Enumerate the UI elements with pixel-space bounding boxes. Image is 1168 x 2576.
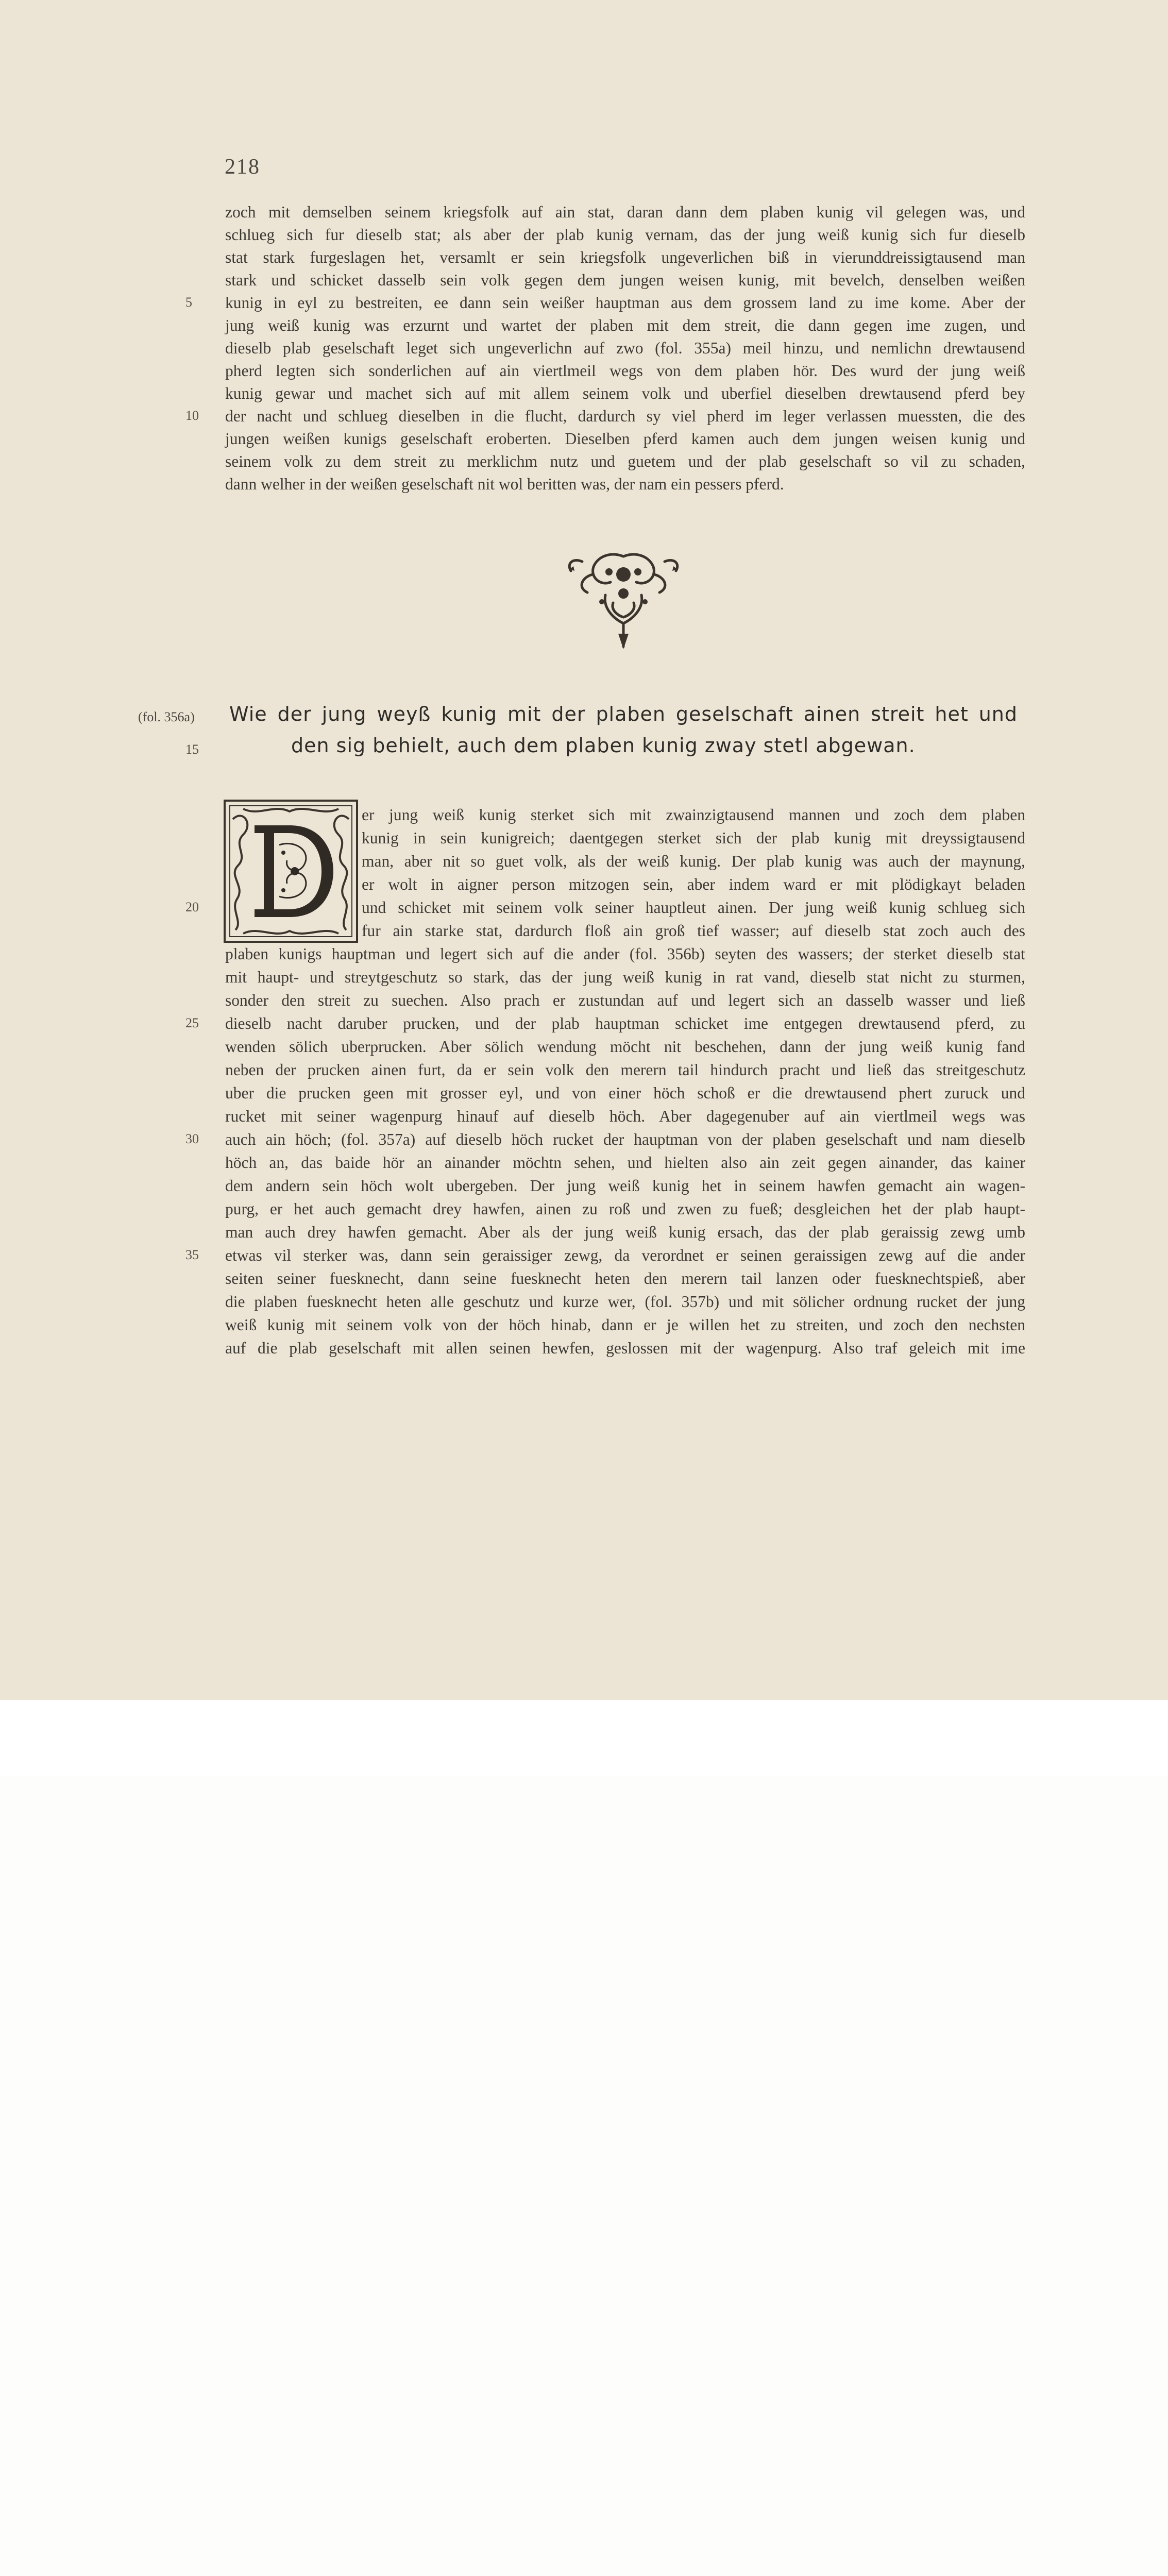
- text-line: weiß kunig mit seinem volk von der höch hinab, dann er je willen het zu streiten, und zoch den nechsten: [225, 1316, 1025, 1334]
- text-line: plaben kunigs hauptman und legert sich auf die ander (fol. 356b) seyten des wassers; der sterket dieselb stat: [225, 945, 1025, 963]
- text-line: seiten seiner fuesknecht, dann seine fuesknecht heten den merern tail lanzen oder fuesknechtspieß, aber: [225, 1269, 1025, 1287]
- text-line: dann welher in der weißen geselschaft nit wol beritten was, der nam ein pessers pferd.: [225, 475, 784, 493]
- line-number: 20: [185, 900, 199, 914]
- line-number: 30: [185, 1131, 199, 1146]
- text-line: mit haupt- und streytgeschutz so stark, das der jung weiß kunig in rat vand, dieselb stat nicht zu sturmen,: [225, 968, 1025, 986]
- line-number: 25: [185, 1015, 199, 1030]
- text-line: sonder den streit zu suechen. Also prach er zustundan auf und legert sich an dasselb wasser und ließ: [225, 991, 1025, 1009]
- text-line: wenden sölich uberprucken. Aber sölich wendung möcht nit beschehen, dann der jung weiß kunig fand: [225, 1038, 1025, 1056]
- text-line: er wolt in aigner person mitzogen sein, aber indem ward er mit plödigkayt beladen: [362, 875, 1025, 893]
- text-line: seinem volk zu dem streit zu merklichm nutz und guetem und der plab geselschaft so vil zu schaden,: [225, 452, 1025, 470]
- text-line: stark und schicket dasselb sein volk gegen dem jungen weisen kunig, mit bevelch, denselben weißen: [225, 271, 1025, 289]
- line-number: 5: [185, 295, 192, 310]
- text-line: stat stark furgeslagen het, versamlt er sein kriegsfolk ungeverlichen biß in vierunddreissigtausend man: [225, 248, 1025, 266]
- page-number: 218: [225, 155, 260, 179]
- text-line: dieselb plab geselschaft leget sich ungeverlichn auf zwo (fol. 355a) meil hinzu, und nemlichn drewtausend: [225, 339, 1025, 357]
- text-line: fur ain starke stat, dardurch floß ain groß tief wasser; auf dieselb stat zoch auch des: [362, 922, 1025, 940]
- ornament-vignette: [562, 546, 685, 652]
- text-line: pherd legten sich sonderlichen auf ain viertlmeil wegs von dem plaben hör. Des wurd der jung weiß: [225, 362, 1025, 380]
- text-line: auch ain höch; (fol. 357a) auf dieselb höch rucket der hauptman von der plaben geselschaft und nam dieselb: [225, 1130, 1025, 1148]
- chapter-heading-line1: Wie der jung weyß kunig mit der plaben geselschaft ainen streit het und: [229, 703, 1018, 725]
- text-line: höch an, das baide hör an ainander möchtn sehen, und hielten also ain zeit gegen ainander, das kainer: [225, 1154, 1025, 1172]
- line-number: 10: [185, 408, 199, 423]
- text-line: neben der prucken ainen furt, da er sein volk den merern tail hindurch pracht und ließ das streitgeschutz: [225, 1061, 1025, 1079]
- digitization-footer: [0, 1700, 1168, 1775]
- text-line: die plaben fuesknecht heten alle geschutz und kurze wer, (fol. 357b) und mit sölicher ordnung rucket der jung: [225, 1293, 1025, 1311]
- text-line: etwas vil sterker was, dann sein geraissiger zewg, da verordnet er seinen geraissigen zewg auf die ander: [225, 1246, 1025, 1264]
- text-line: uber die prucken geen mit grosser eyl, und von einer höch schoß er die drewtausend phert zuruck und: [225, 1084, 1025, 1102]
- decorated-initial: [223, 799, 359, 944]
- text-line: kunig in eyl zu bestreiten, ee dann sein weißer hauptman aus dem grossem land zu ime kome. Aber der: [225, 294, 1025, 312]
- line-number: 35: [185, 1247, 199, 1262]
- text-line: der nacht und schlueg dieselben in die flucht, dardurch sy viel pherd im leger verlassen muessten, die des: [225, 407, 1025, 425]
- text-line: jung weiß kunig was erzurnt und wartet der plaben mit dem streit, die dann gegen ime zugen, und: [225, 316, 1025, 334]
- text-line: dem andern sein höch wolt ubergeben. Der jung weiß kunig het in seinem hawfen gemacht ain wagen-: [225, 1177, 1025, 1195]
- text-line: purg, er het auch gemacht drey hawfen, ainen zu roß und zwen zu fueß; desgleichen het der plab haupt-: [225, 1200, 1025, 1218]
- text-line: man, aber nit so guet volk, als der weiß kunig. Der plab kunig was auch der maynung,: [362, 852, 1025, 870]
- text-line: rucket mit seiner wagenpurg hinauf auf dieselb höch. Aber dagegenuber auf ain viertlmeil wegs was: [225, 1107, 1025, 1125]
- text-line: schlueg sich fur dieselb stat; als aber der plab kunig vernam, das der jung weiß kunig sich fur dieselb: [225, 226, 1025, 244]
- text-line: kunig gewar und machet sich auf mit allem seinem volk und uberfiel dieselben drewtausend pferd bey: [225, 384, 1025, 402]
- chapter-heading-line2: den sig behielt, auch dem plaben kunig zway stetl abgewan.: [291, 734, 916, 757]
- line-number: 15: [185, 742, 199, 757]
- text-line: jungen weißen kunigs geselschaft eroberten. Dieselben pferd kamen auch dem jungen weisen kunig und: [225, 430, 1025, 448]
- text-line: und schicket mit seinem volk seiner hauptleut ainen. Der jung weiß kunig schlueg sich: [362, 899, 1025, 917]
- text-line: man auch drey hawfen gemacht. Aber als der jung weiß kunig ersach, das der plab geraissig zewg umb: [225, 1223, 1025, 1241]
- text-line: dieselb nacht daruber prucken, und der plab hauptman schicket ime entgegen drewtausend pferd, zu: [225, 1014, 1025, 1032]
- text-line: er jung weiß kunig sterket sich mit zwainzigtausend mannen und zoch dem plaben: [362, 806, 1025, 824]
- text-line: auf die plab geselschaft mit allen seinen hewfen, geslossen mit der wagenpurg. Also traf geleich mit ime: [225, 1339, 1025, 1357]
- text-line: zoch mit demselben seinem kriegsfolk auf ain stat, daran dann dem plaben kunig vil gelegen was, und: [225, 203, 1025, 221]
- folio-label: (fol. 356a): [138, 709, 195, 724]
- text-line: kunig in sein kunigreich; daentgegen sterket sich der plab kunig mit dreyssigtausend: [362, 829, 1025, 847]
